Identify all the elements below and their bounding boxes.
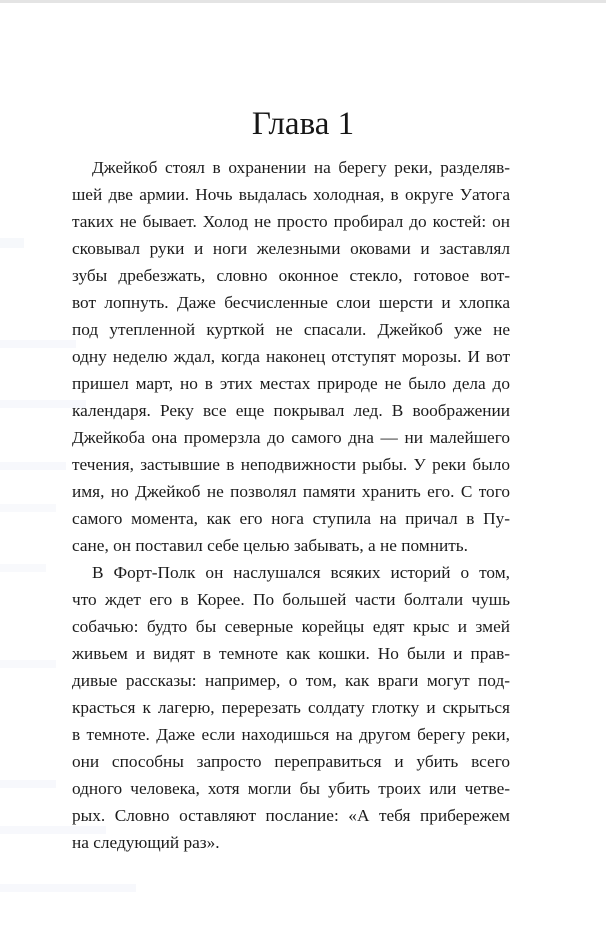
text-line: течения, застывшие в неподвижности рыбы. У реки было	[72, 455, 510, 474]
bleed-through-mark	[0, 238, 24, 248]
text-line: живьем и видят в темноте как кошки. Но были и прав-	[72, 644, 510, 663]
text-line: дивые рассказы: например, о том, как враги могут под-	[72, 671, 510, 690]
bleed-through-mark	[0, 564, 46, 572]
text-line: вот лопнуть. Даже бесчисленные слои шерсти и хлопка	[72, 293, 510, 312]
text-line: В Форт-Полк он наслушался всяких историй о том,	[92, 563, 510, 582]
text-line: на следующий раз».	[72, 833, 220, 852]
text-line: в темноте. Даже если находишься на другом берегу реки,	[72, 725, 510, 744]
text-line: сковывал руки и ноги железными оковами и заставлял	[72, 239, 510, 258]
text-line: что ждет его в Корее. По большей части болтали чушь	[72, 590, 510, 609]
text-line: имя, но Джейкоб не позволял памяти хранить его. С того	[72, 482, 510, 501]
text-line: собачью: будто бы северные корейцы едят крыс и змей	[72, 617, 510, 636]
text-line: красться к лагерю, перерезать солдату глотку и скрыться	[72, 698, 510, 717]
text-line: одного человека, хотя могли бы убить троих или четве-	[72, 779, 510, 798]
text-line: шей две армии. Ночь выдалась холодная, в округе Уатога	[72, 185, 510, 204]
text-line: самого момента, как его нога ступила на причал в Пу-	[72, 509, 510, 528]
bleed-through-mark	[0, 780, 56, 788]
chapter-title: Глава 1	[251, 106, 355, 142]
bleed-through-mark	[0, 340, 76, 348]
text-line: сане, он поставил себе целью забывать, а не помнить.	[72, 536, 468, 555]
text-line: Джейкоба она промерзла до самого дна — ни малейшего	[72, 428, 510, 447]
bleed-through-mark	[0, 504, 56, 512]
text-line: Джейкоб стоял в охранении на берегу реки, разделяв-	[92, 158, 510, 177]
chapter-body	[72, 154, 510, 856]
bleed-through-mark	[0, 462, 66, 470]
paragraph-1	[72, 154, 510, 559]
text-line: таких не бывает. Холод не просто пробирал до костей: он	[72, 212, 510, 231]
text-line: они способны запросто переправиться и убить всего	[72, 752, 510, 771]
bleed-through-mark	[0, 884, 136, 892]
text-line: календаря. Реку все еще покрывал лед. В воображении	[72, 401, 510, 420]
top-edge-shadow	[0, 0, 606, 3]
text-line: пришел март, но в этих местах природе не было дела до	[72, 374, 510, 393]
paragraph-2	[72, 559, 510, 856]
text-line: зубы дребезжать, словно оконное стекло, готовое вот-	[72, 266, 510, 285]
text-line: одну неделю ждал, когда наконец отступят морозы. И вот	[72, 347, 510, 366]
text-line: рых. Словно оставляют послание: «А тебя прибережем	[72, 806, 510, 825]
bleed-through-mark	[0, 660, 56, 668]
text-line: под утепленной курткой не спасали. Джейкоб уже не	[72, 320, 510, 339]
